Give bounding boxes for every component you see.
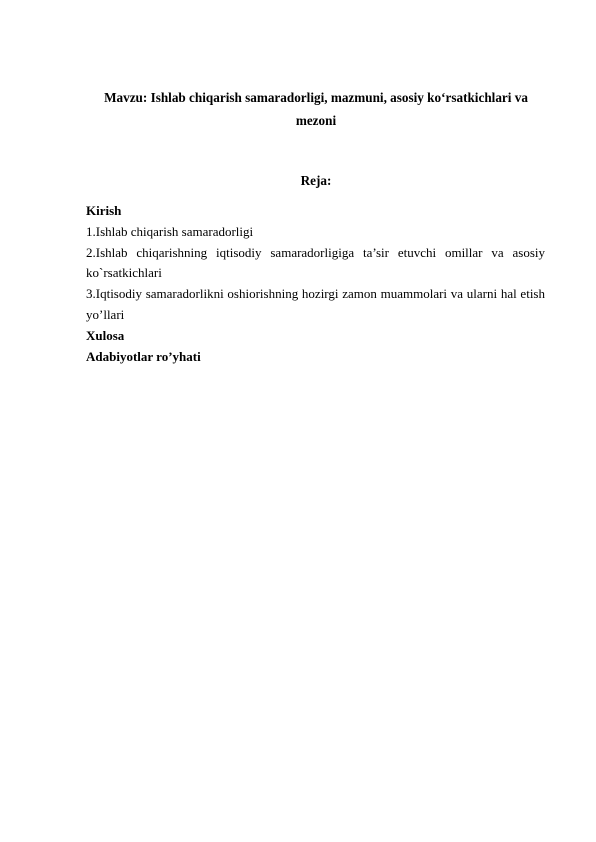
toc-item-1: 1.Ishlab chiqarish samaradorligi: [86, 223, 254, 239]
toc-item-3: 3.Iqtisodiy samaradorlikni oshiorishning hozirgi zamon muammolari va ularni hal etish yo’llari: [86, 286, 545, 322]
toc-item-introduction: Kirish: [86, 203, 122, 218]
toc-item-2: 2.Ishlab chiqarishning iqtisodiy samaradorligiga ta’sir etuvchi omillar va asosiy ko`rsatkichlari: [86, 244, 545, 281]
toc-item-bibliography: Adabiyotlar ro’yhati: [86, 348, 201, 364]
table-of-contents: [86, 201, 545, 367]
toc-item-conclusion: Xulosa: [86, 327, 125, 343]
document-title: Mavzu: Ishlab chiqarish samaradorligi, mazmuni, asosiy ko‘rsatkichlari va mezoni: [104, 90, 528, 128]
plan-heading: Reja:: [300, 173, 332, 188]
